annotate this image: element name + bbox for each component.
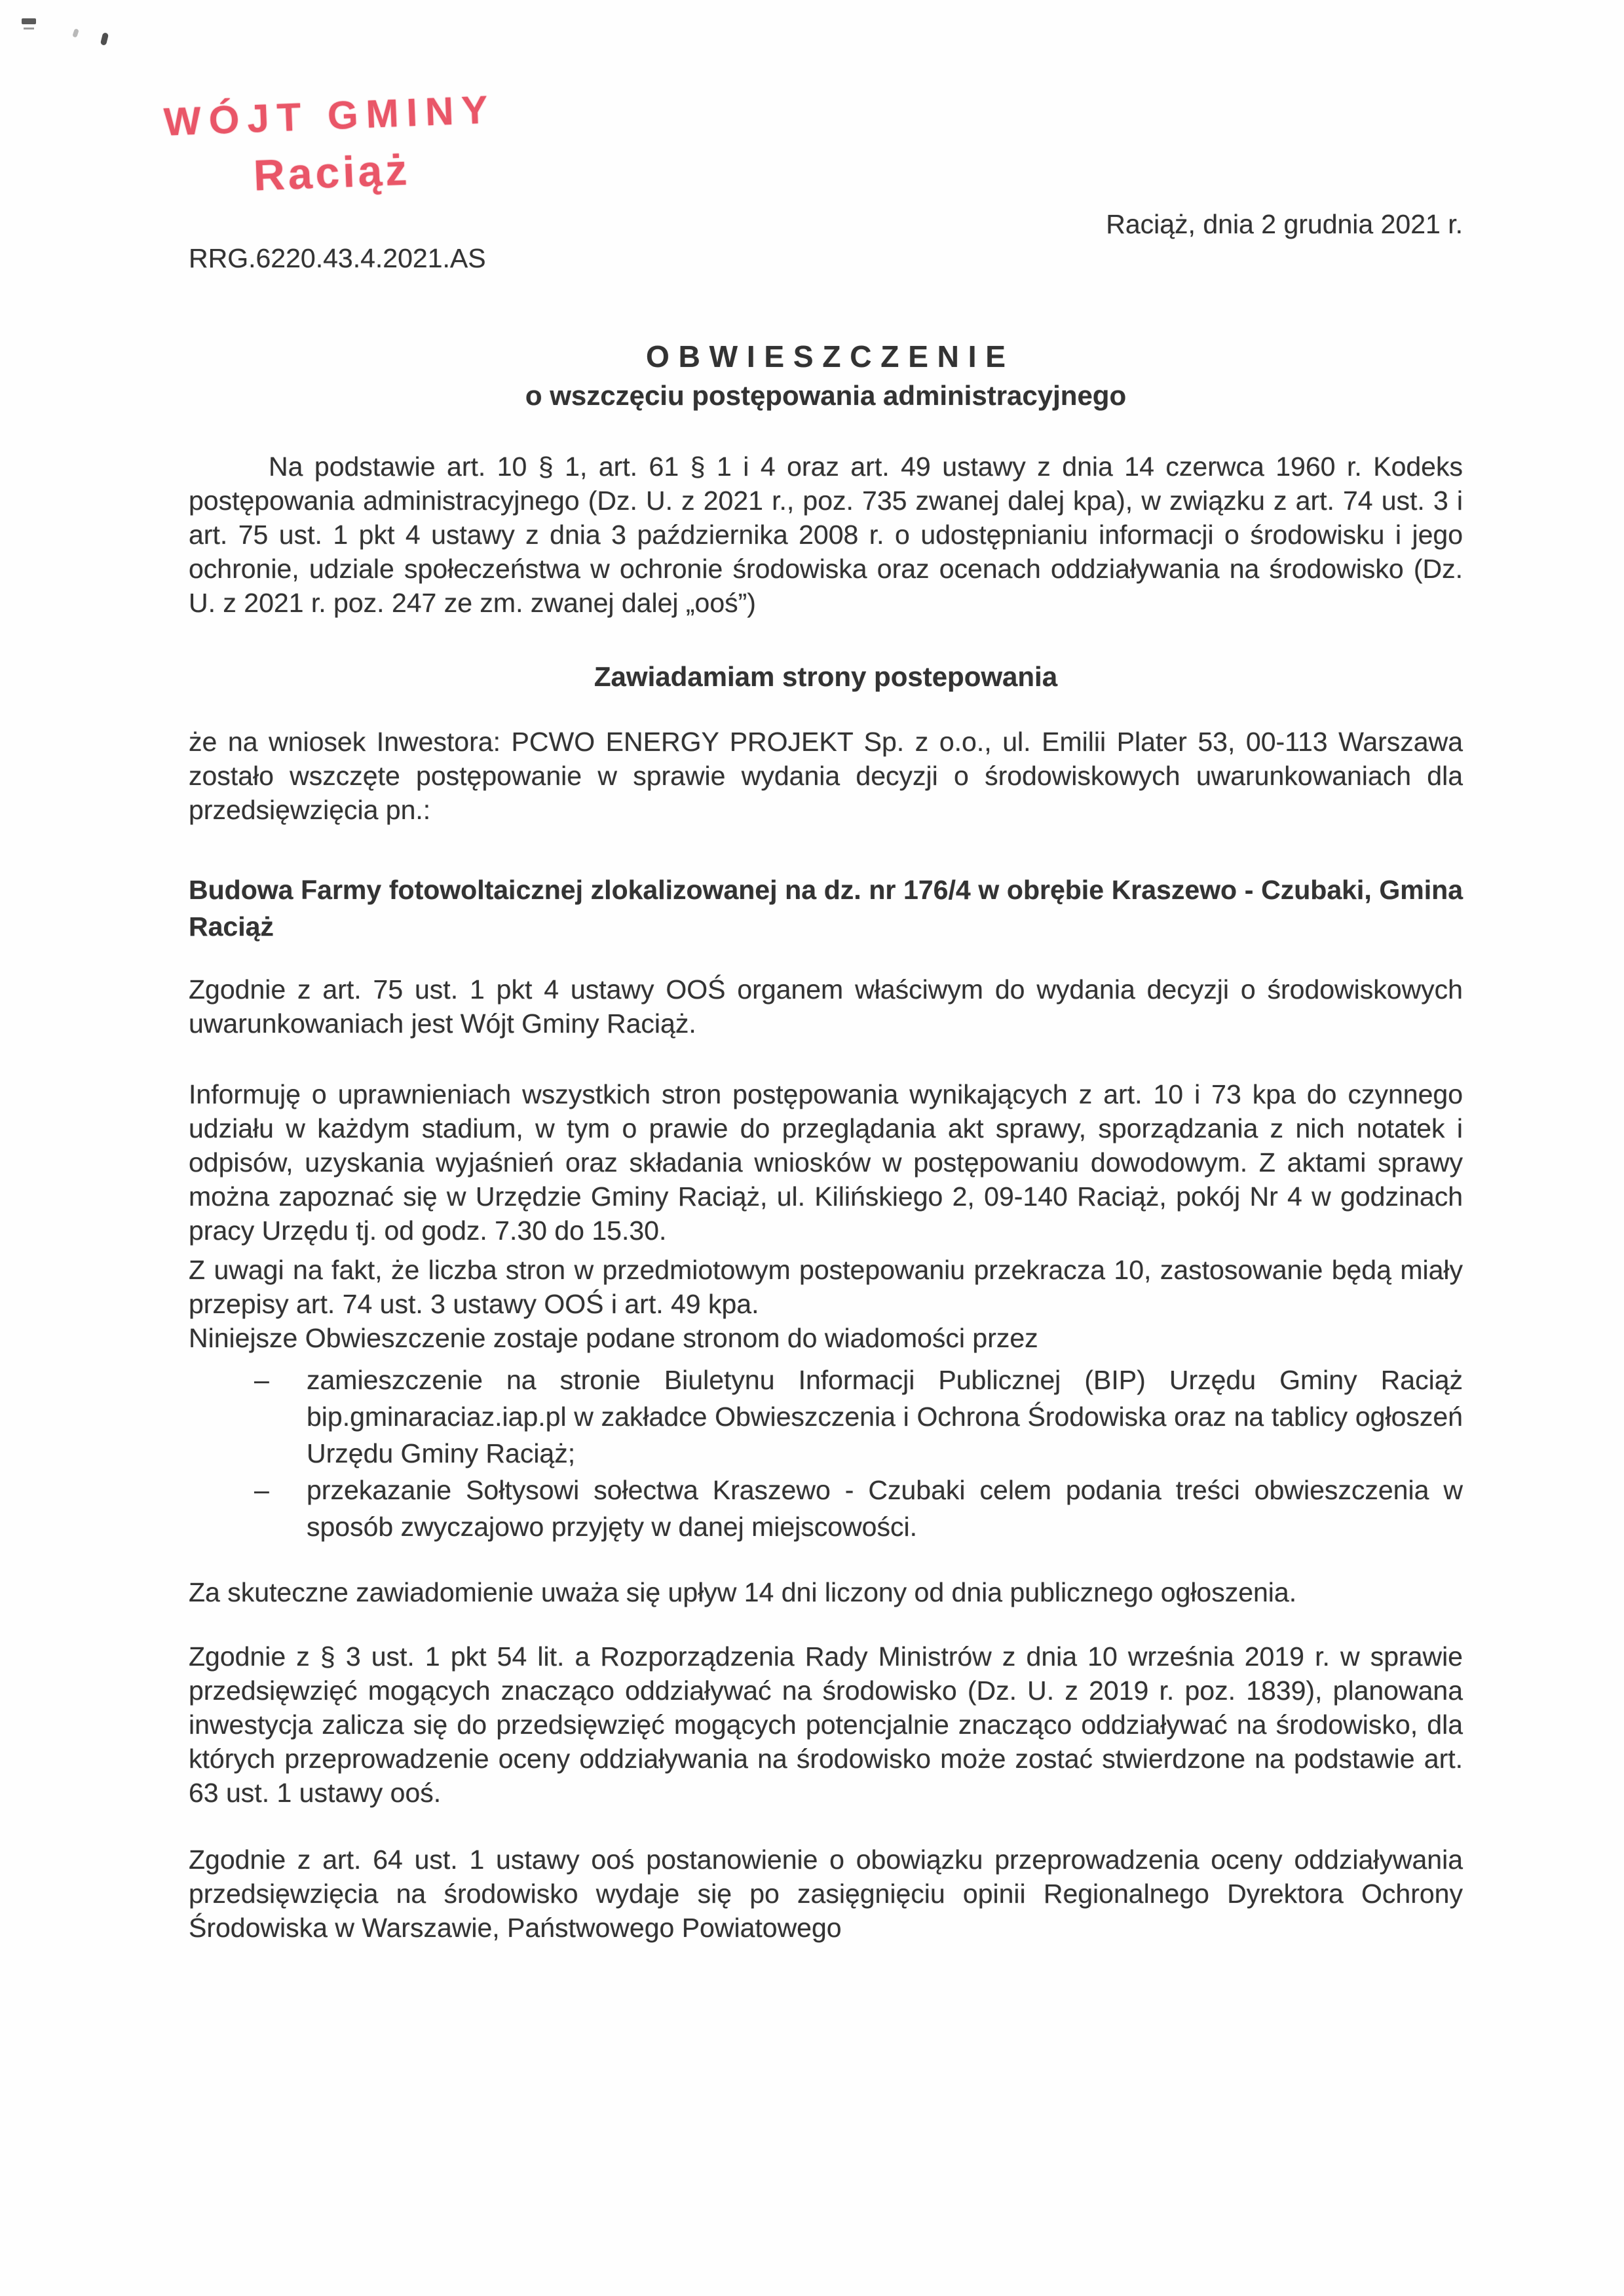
heading-notification: Zawiadamiam strony postepowania [594, 661, 1058, 692]
para-legal-basis: Na podstawie art. 10 § 1, art. 61 § 1 i 4 oraz art. 49 ustawy z dnia 14 czerwca 1960 r. Kodeks postępowania administracyjnego (Dz. U. z 2021 r., poz. 735 zwanej dalej kpa), w związku z art. 74 ust. 3 i art. 75 ust. 1 pkt 4 ustawy z dnia 3 października 2008 r. o udostępnianiu informacji o środowisku i jego ochronie, udziale społeczeństwa w ochronie środowiska oraz ocenach oddziaływania na środowisko (Dz. U. z 2021 r. poz. 247 ze zm. zwanej dalej „ooś”) [189, 451, 1463, 618]
list-item-text: zamieszczenie na stronie Biuletynu Informacji Publicznej (BIP) Urzędu Gminy Raciąż bip.gminaraciaz.iap.pl w zakładce Obwieszczenia i Ochrona Środowiska oraz na tablicy ogłoszeń Urzędu Gminy Raciąż; [307, 1365, 1463, 1468]
announcement-methods-list [189, 1362, 1463, 1545]
scan-artifact [72, 28, 79, 38]
project-title: Budowa Farmy fotowoltaicznej zlokalizowanej na dz. nr 176/4 w obrębie Kraszewo - Czubaki, Gmina Raciąż [189, 875, 1463, 942]
para-effective-notice: Za skuteczne zawiadomienie uważa się upływ 14 dni liczony od dnia publicznego ogłoszenia. [189, 1577, 1297, 1607]
list-item-text: przekazanie Sołtysowi sołectwa Kraszewo - Czubaki celem podania treści obwieszczenia w sposób zwyczajowo przyjęty w danej miejscowości. [307, 1475, 1463, 1542]
scan-artifact [22, 18, 36, 24]
para-regulation: Zgodnie z § 3 ust. 1 pkt 54 lit. a Rozporządzenia Rady Ministrów z dnia 10 września 2019 r. w sprawie przedsięwzięć mogących znacząco oddziaływać na środowisko (Dz. U. z 2019 r. poz. 1839), planowana inwestycja zalicza się do przedsięwzięć mogących potencjalnie znacząco oddziaływać na środowisko, dla których przeprowadzenie oceny oddziaływania na środowisko może zostać stwierdzone na podstawie art. 63 ust. 1 ustawy ooś. [189, 1641, 1463, 1808]
list-item [189, 1472, 1463, 1545]
case-reference-number: RRG.6220.43.4.2021.AS [189, 243, 486, 273]
dash-marker: – [254, 1365, 269, 1395]
document-title: OBWIESZCZENIE [646, 339, 1015, 373]
para-parties-rights: Informuję o uprawnieniach wszystkich stron postępowania wynikających z art. 10 i 73 kpa do czynnego udziału w każdym stadium, w tym o prawie do przeglądania akt sprawy, sporządzania z nich notatek i odpisów, uzyskania wyjaśnień oraz składania wniosków w postępowaniu dowodowym. Z aktami sprawy można zapoznać się w Urzędzie Gminy Raciąż, ul. Kilińskiego 2, 09-140 Raciąż, pokój Nr 4 w godzinach pracy Urzędu tj. od godz. 7.30 do 15.30. [189, 1079, 1463, 1246]
stamp-municipality-name: Raciąż [252, 145, 411, 200]
para-announcement-intro: Niniejsze Obwieszczenie zostaje podane stronom do wiadomości przez [189, 1323, 1038, 1353]
office-stamp [139, 86, 523, 204]
stamp-office-name: WÓJT GMINY [162, 87, 497, 144]
para-competent-authority: Zgodnie z art. 75 ust. 1 pkt 4 ustawy OOŚ organem właściwym do wydania decyzji o środowiskowych uwarunkowaniach jest Wójt Gminy Raciąż. [189, 974, 1463, 1039]
para-parties-count: Z uwagi na fakt, że liczba stron w przedmiotowym postepowaniu przekracza 10, zastosowanie będą miały przepisy art. 74 ust. 3 ustawy OOŚ i art. 49 kpa. [189, 1255, 1463, 1319]
document-subtitle: o wszczęciu postępowania administracyjnego [525, 380, 1127, 411]
list-item [189, 1362, 1463, 1472]
place-and-date-line: Raciąż, dnia 2 grudnia 2021 r. [1106, 209, 1463, 239]
scan-artifact [100, 32, 109, 46]
para-opinion: Zgodnie z art. 64 ust. 1 ustawy ooś postanowienie o obowiązku przeprowadzenia oceny oddziaływania przedsięwzięcia na środowisko wydaje się po zasięgnięciu opinii Regionalnego Dyrektora Ochrony Środowiska w Warszawie, Państwowego Powiatowego [189, 1845, 1463, 1943]
dash-marker: – [254, 1475, 269, 1505]
para-investor-request: że na wniosek Inwestora: PCWO ENERGY PROJEKT Sp. z o.o., ul. Emilii Plater 53, 00-113 Warszawa zostało wszczęte postępowanie w sprawie wydania decyzji o środowiskowych uwarunkowaniach dla przedsięwzięcia pn.: [189, 727, 1463, 825]
